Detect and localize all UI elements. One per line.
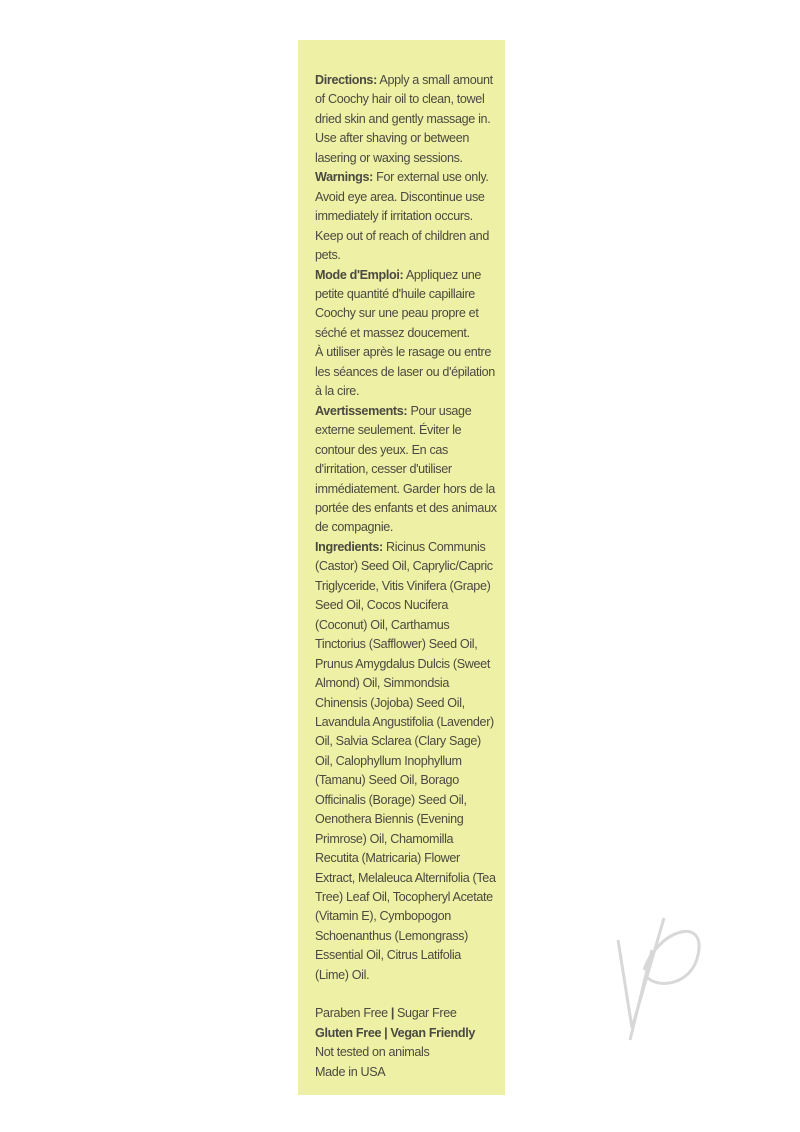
warnings-text: For external use only. Avoid eye area. Discontinue use immediately if irritation occurs. Keep out of reach of children and pets. bbox=[315, 170, 489, 263]
claims-line-2 bbox=[315, 1024, 497, 1043]
vegan-friendly-claim: Vegan Friendly bbox=[390, 1025, 476, 1040]
claim-separator: | bbox=[390, 1006, 394, 1021]
ingredients-text: Ricinus Communis (Castor) Seed Oil, Caprylic/Capric Triglyceride, Vitis Vinifera (Grape) Seed Oil, Cocos Nucifera (Coconut) Oil, Carthamus Tinctorius (Safflower) Seed Oil, Prunus Amygdalus Dulcis (Sweet Almond) Oil, Simmondsia Chinensis (Jojoba) Seed Oil, Lavandula Angustifolia (Lavender) Oil, Salvia Sclarea (Clary Sage) Oil, Calophyllum Inophyllum (Tamanu) Seed Oil, Borago Officinalis (Borage) Seed Oil, Oenothera Biennis (Evening Primrose) Oil, Chamomilla Recutita (Matricaria) Flower Extract, Melaleuca Alternifolia (Tea Tree) Leaf Oil, Tocopheryl Acetate (Vitamin E), Cymbopogon Schoenanthus (Lemongrass) Essential Oil, Citrus Latifolia (Lime) Oil. bbox=[315, 539, 496, 982]
vp-logo-watermark-icon bbox=[612, 910, 704, 1045]
directions-text: Apply a small amount of Coochy hair oil to clean, towel dried skin and gently massage in. Use after shaving or between lasering or waxing sessions. bbox=[315, 73, 493, 165]
gluten-free-claim: Gluten Free bbox=[315, 1025, 382, 1040]
claims-line-1 bbox=[315, 1004, 497, 1023]
mode-emploi-text-2: À utiliser après le rasage ou entre les séances de laser ou d'épilation à la cire. bbox=[315, 345, 495, 399]
warnings-heading: Warnings: bbox=[315, 170, 373, 185]
label-text bbox=[315, 71, 497, 1082]
ingredients-section bbox=[315, 538, 497, 985]
warnings-section bbox=[315, 168, 497, 265]
avertissements-text: Pour usage externe seulement. Éviter le contour des yeux. En cas d'irritation, cesser d'utiliser immédiatement. Garder hors de la portée des enfants et des animaux de compagnie. bbox=[315, 403, 497, 535]
directions-heading: Directions: bbox=[315, 73, 377, 87]
avertissements-section bbox=[315, 402, 497, 538]
paraben-free-claim: Paraben Free bbox=[315, 1006, 388, 1021]
mode-emploi-heading: Mode d'Emploi: bbox=[315, 267, 404, 282]
ingredients-heading: Ingredients: bbox=[315, 539, 383, 554]
directions-section bbox=[315, 71, 497, 168]
avertissements-heading: Avertissements: bbox=[315, 403, 408, 418]
mode-emploi-section bbox=[315, 266, 497, 344]
claim-separator: | bbox=[384, 1025, 388, 1040]
sugar-free-claim: Sugar Free bbox=[397, 1006, 457, 1021]
not-tested-claim: Not tested on animals bbox=[315, 1045, 430, 1060]
mode-emploi-text: Appliquez une petite quantité d'huile capillaire Coochy sur une peau propre et séché et massez doucement. bbox=[315, 267, 482, 340]
made-in-claim: Made in USA bbox=[315, 1064, 386, 1079]
